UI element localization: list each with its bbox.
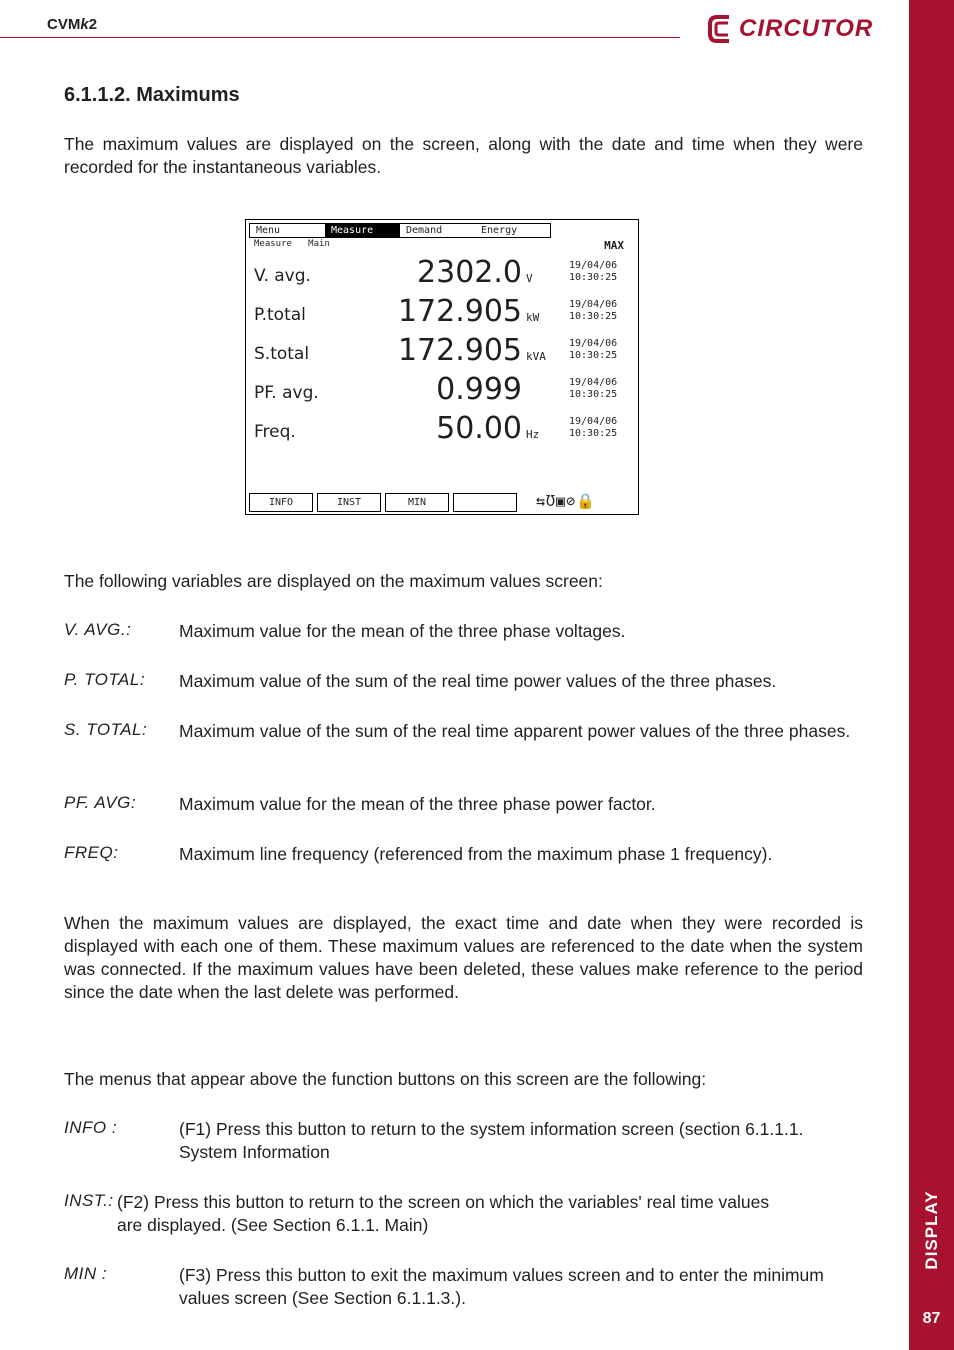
status-icons: ⇆Ʊ▣⊘🔒 (536, 492, 596, 510)
intro-paragraph: The maximum values are displayed on the screen, along with the date and time when they were recorded for the instantaneous variables. (64, 134, 863, 177)
screen-breadcrumb: Measure Main (254, 239, 330, 249)
variable-description: Maximum value of the sum of the real time power values of the three phases. (179, 671, 777, 691)
row-name: S.total (254, 344, 310, 364)
row-name: Freq. (254, 422, 296, 442)
variable-description: Maximum line frequency (referenced from the maximum phase 1 frequency). (179, 844, 773, 864)
menu-description: (F3) Press this button to exit the maximum values screen and to enter the minimum values screen (See Section 6.1.1.3.). (179, 1265, 824, 1308)
variable-term: S. TOTAL: (64, 720, 148, 739)
screen-tab-bar (249, 223, 551, 238)
row-value: 172.905 (397, 294, 522, 329)
page-number: 87 (922, 1310, 941, 1327)
menu-term: INFO : (64, 1118, 118, 1137)
row-timestamp: 19/04/06 10:30:25 (569, 377, 618, 400)
menu-term: INST.: (64, 1191, 114, 1210)
variable-term: V. AVG.: (64, 620, 132, 639)
variables-intro: The following variables are displayed on the maximum values screen: (64, 571, 603, 591)
variable-term: FREQ: (64, 843, 119, 862)
variable-description: Maximum value of the sum of the real time apparent power values of the three phases. (179, 721, 851, 741)
menu-term: MIN : (64, 1264, 108, 1283)
row-timestamp: 19/04/06 10:30:25 (569, 416, 618, 439)
header-rule (0, 37, 680, 38)
section-tab-label: DISPLAY (921, 1190, 941, 1270)
row-value: 2302.0 (417, 255, 522, 290)
tab-energy: Energy (481, 225, 518, 236)
recording-paragraph: When the maximum values are displayed, the exact time and date when they were recorded is displayed with each one of them. These maximum values are referenced to the date when the system was connected. If the maximum values have been deleted, these values make reference to the period since the date when the last delete was performed. (64, 913, 863, 1002)
variable-description: Maximum value for the mean of the three phase power factor. (179, 794, 656, 814)
menus-intro: The menus that appear above the function buttons on this screen are the following: (64, 1069, 707, 1089)
function-button-bar (249, 493, 517, 512)
f2-inst-button[interactable]: INST (317, 493, 381, 512)
section-title: 6.1.1.2. Maximums (64, 84, 240, 106)
row-unit: Hz (526, 428, 540, 441)
variable-description: Maximum value for the mean of the three phase voltages. (179, 621, 626, 641)
circutor-logo-icon (707, 14, 735, 44)
f4-empty-button[interactable] (453, 493, 517, 512)
f3-min-button[interactable]: MIN (385, 493, 449, 512)
row-timestamp: 19/04/06 10:30:25 (569, 299, 618, 322)
brand-logo (707, 12, 873, 46)
device-screen (245, 219, 639, 515)
variable-term: PF. AVG: (64, 793, 137, 812)
row-timestamp: 19/04/06 10:30:25 (569, 260, 618, 283)
tab-measure: Measure (325, 224, 400, 237)
row-unit: V (526, 272, 533, 285)
menu-description: (F2) Press this button to return to the screen on which the variables' real time values are displayed. (See Section 6.1.1. Main) (117, 1192, 770, 1235)
row-timestamp: 19/04/06 10:30:25 (569, 338, 618, 361)
row-value: 50.00 (436, 411, 522, 446)
brand-name: CIRCUTOR (739, 15, 874, 42)
sidebar-band (909, 0, 954, 1350)
tab-demand: Demand (406, 225, 443, 236)
variable-term: P. TOTAL: (64, 670, 146, 689)
row-unit: kW (526, 311, 540, 324)
row-unit: kVA (526, 350, 546, 363)
row-value: 0.999 (436, 372, 522, 407)
row-value: 172.905 (397, 333, 522, 368)
row-name: V. avg. (254, 266, 311, 286)
model-name: CVMk2 (47, 16, 98, 33)
max-mode-label: MAX (604, 239, 624, 252)
row-name: PF. avg. (254, 383, 319, 403)
row-name: P.total (254, 305, 306, 325)
f1-info-button[interactable]: INFO (249, 493, 313, 512)
tab-menu: Menu (256, 225, 281, 236)
menu-description: (F1) Press this button to return to the system information screen (section 6.1.1.1. System Information (179, 1119, 804, 1162)
